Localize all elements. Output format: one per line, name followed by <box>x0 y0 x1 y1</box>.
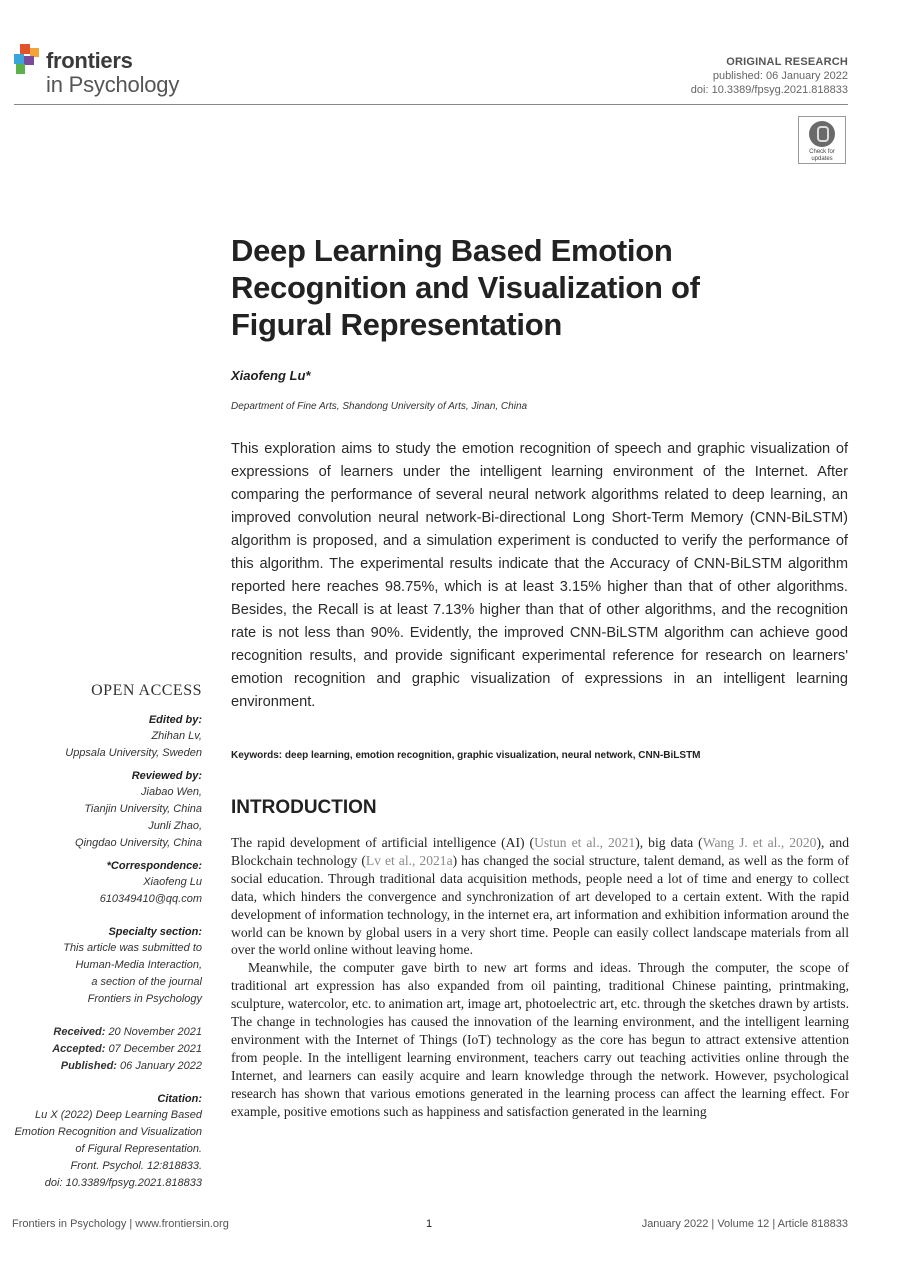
section-heading: INTRODUCTION <box>231 797 377 818</box>
footer-journal[interactable]: Frontiers in Psychology | www.frontiersin.org <box>12 1218 229 1230</box>
reviewed-by-label: Reviewed by: <box>131 770 202 782</box>
received-date <box>10 1024 202 1041</box>
edited-by-label: Edited by: <box>148 714 202 726</box>
reviewer-name[interactable]: Jiabao Wen, <box>141 786 202 798</box>
paragraph: Meanwhile, the computer gave birth to new art forms and ideas. Through the computer, the scope of traditional art expression has also expanded from oil painting, traditional Chinese painting, printmaking, sculpture, watercolor, etc. to animation art, image art, photoelectric art, etc. through the sketches drawn by artists. The change in technologies has caused the innovation of the learning environment, and the intelligent learning environment with the Internet of Things (IoT) technology as the core has begun to attract extensive attention from people. In the intelligent learning environment, teachers carry out teaching activities online through the Internet, and learners can easily acquire and learn knowledge through the network. However, psychological research has shown that various emotions generated in the learning process can affect the learning effect. For example, positive emotions such as happiness and satisfaction generated in the learning <box>231 960 849 1119</box>
citation-line: Emotion Recognition and Visualization <box>14 1126 202 1138</box>
published-label: Published: <box>60 1060 117 1072</box>
reviewer-name[interactable]: Junli Zhao, <box>148 820 202 832</box>
citation-label: Citation: <box>157 1093 202 1105</box>
article-meta <box>691 55 848 97</box>
editor-affiliation: Uppsala University, Sweden <box>65 747 202 759</box>
journal-subtitle: in Psychology <box>46 72 180 97</box>
title-line: Figural Representation <box>231 307 563 342</box>
specialty-label: Specialty section: <box>108 926 202 938</box>
footer-issue: January 2022 | Volume 12 | Article 818833 <box>641 1218 848 1230</box>
doi-line[interactable]: doi: 10.3389/fpsyg.2021.818833 <box>690 84 848 96</box>
open-access-label: OPEN ACCESS <box>91 682 202 699</box>
reviewer-affiliation: Tianjin University, China <box>84 803 202 815</box>
text-run: ), and Blockchain technology ( <box>231 835 850 868</box>
body-text <box>231 834 849 1121</box>
article-title <box>231 232 851 343</box>
citation-link[interactable]: Ustun et al., 2021 <box>534 835 636 850</box>
citation-link[interactable]: Wang J. et al., 2020 <box>702 835 817 850</box>
journal-logo[interactable] <box>14 42 204 102</box>
published-value: 06 January 2022 <box>120 1060 202 1072</box>
text-run: The rapid development of artificial intelligence (AI) ( <box>231 835 535 850</box>
author-affiliation: Department of Fine Arts, Shandong University of Arts, Jinan, China <box>231 401 528 412</box>
title-line: Recognition and Visualization of <box>231 270 700 305</box>
specialty-line: This article was submitted to <box>63 942 202 954</box>
page-number: 1 <box>426 1218 433 1230</box>
header-divider <box>14 104 848 105</box>
received-value: 20 November 2021 <box>108 1026 202 1038</box>
accepted-label: Accepted: <box>52 1043 106 1055</box>
accepted-value: 07 December 2021 <box>108 1043 202 1055</box>
correspondence-email[interactable]: 610349410@qq.com <box>99 893 202 905</box>
author-name[interactable]: Xiaofeng Lu* <box>231 368 311 383</box>
frontiers-logo-icon <box>14 42 44 76</box>
journal-name: frontiers <box>46 48 133 73</box>
editor-name[interactable]: Zhihan Lv, <box>151 730 202 742</box>
specialty-line: Frontiers in Psychology <box>87 993 202 1005</box>
text-run: ), big data ( <box>635 835 703 850</box>
citation-line: Front. Psychol. 12:818833. <box>70 1160 202 1172</box>
paragraph <box>231 834 849 959</box>
specialty-line: a section of the journal <box>91 976 202 988</box>
specialty-line: Human-Media Interaction, <box>75 959 202 971</box>
check-updates-label: Check for updates <box>809 149 835 162</box>
accepted-date <box>10 1041 202 1058</box>
keywords: Keywords: deep learning, emotion recognition, graphic visualization, neural network, CNN-BiLSTM <box>231 750 701 761</box>
published-line: published: 06 January 2022 <box>712 70 848 82</box>
article-sidebar <box>10 682 202 1192</box>
title-line: Deep Learning Based Emotion <box>231 233 673 268</box>
text-run: ) has changed the social structure, talent demand, as well as the form of social education. Through traditional data acquisition methods, people need a lot of time and energy to collect data, which hinders the convergence and synchronization of art developed to a certain extent. With the rapid development of information technology, in the internet era, art information and exhibition information around the world can be known by global users in a very short time. People can easily collect landscape materials from all over the world online without leaving home. <box>231 852 850 958</box>
citation-line: of Figural Representation. <box>75 1143 202 1155</box>
received-label: Received: <box>53 1026 106 1038</box>
abstract: This exploration aims to study the emotion recognition of speech and graphic visualization of expressions of learners under the intelligent learning environment of the Internet. After comparing the performance of several neural network algorithms related to deep learning, an improved convolution neural network-Bi-directional Long Short-Term Memory (CNN-BiLSTM) algorithm is proposed, and a simulation experiment is conducted to verify the performance of this algorithm. The experimental results indicate that the Accuracy of CNN-BiLSTM algorithm reported here reaches 98.75%, which is at least 3.15% higher than that of other algorithms. Besides, the Recall is at least 7.13% higher than that of other algorithms, and the recognition rate is not less than 90%. Evidently, the improved CNN-BiLSTM algorithm can achieve good recognition results, and provide significant experimental reference for research on learners' emotion recognition and graphic visualization of expressions in an intelligent learning environment. <box>231 441 848 710</box>
correspondence-name: Xiaofeng Lu <box>143 876 202 888</box>
reviewer-affiliation: Qingdao University, China <box>75 837 202 849</box>
article-type: ORIGINAL RESEARCH <box>726 56 848 68</box>
citation-line[interactable]: doi: 10.3389/fpsyg.2021.818833 <box>44 1177 202 1189</box>
citation-link[interactable]: Lv et al., 2021a <box>365 852 453 868</box>
citation-line: Lu X (2022) Deep Learning Based <box>35 1109 202 1121</box>
published-date <box>10 1058 202 1075</box>
correspondence-label: *Correspondence: <box>106 860 202 872</box>
check-for-updates-badge[interactable] <box>798 116 846 164</box>
bookmark-icon <box>809 121 835 147</box>
